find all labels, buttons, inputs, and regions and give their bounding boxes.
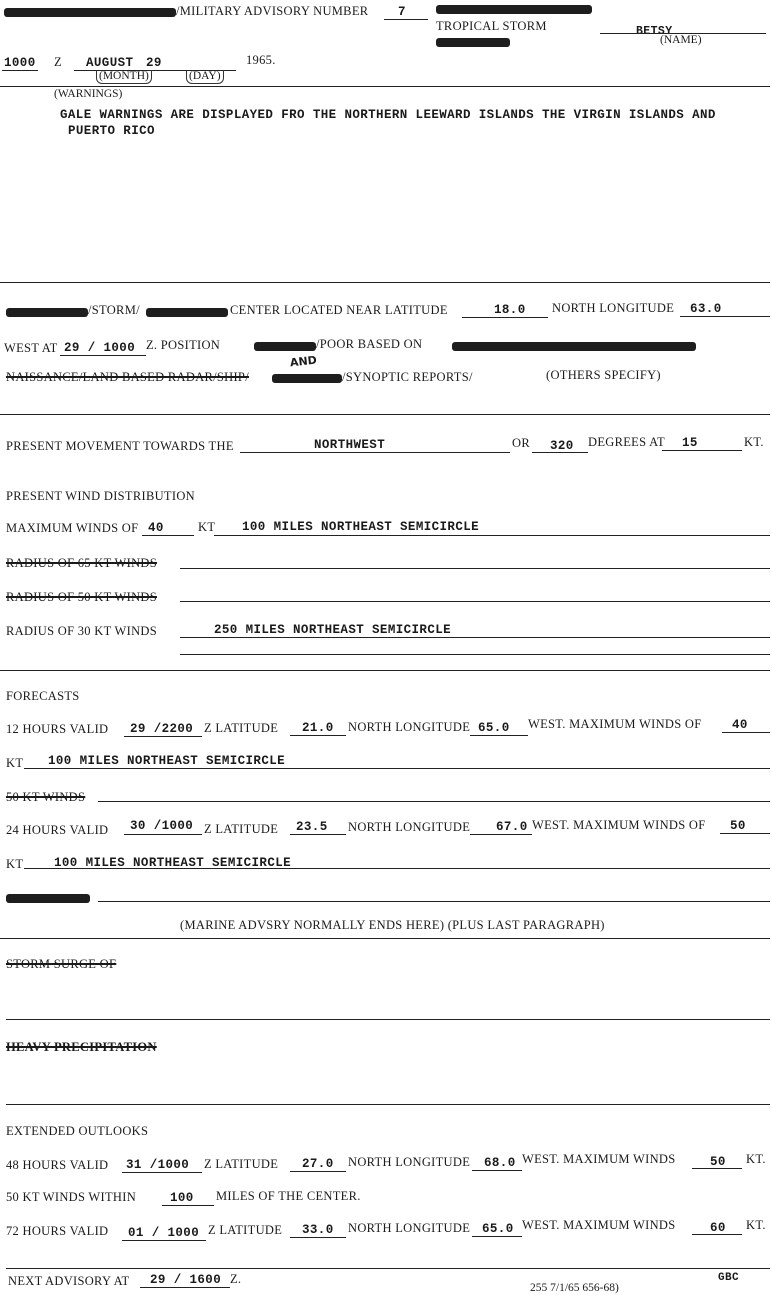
kt-label: KT: [6, 756, 24, 770]
year-value: 1965.: [246, 53, 276, 67]
movement-label: PRESENT MOVEMENT TOWARDS THE: [6, 439, 234, 453]
redacted-mark: [436, 38, 510, 47]
f12-label: 12 HOURS VALID: [6, 722, 109, 736]
next-advisory-time: 29 / 1600: [150, 1273, 222, 1287]
north-longitude-label: NORTH LONGITUDE: [348, 720, 471, 734]
west-max-winds-label: WEST. MAXIMUM WINDS OF: [528, 717, 702, 731]
underline: [472, 1170, 522, 1171]
underline: [24, 768, 770, 769]
underline: [180, 654, 770, 655]
underline: [180, 637, 770, 638]
poor-based-on-label: /POOR BASED ON: [316, 337, 423, 351]
z-latitude-label: Z LATITUDE: [204, 822, 279, 836]
z-label: Z.: [230, 1272, 242, 1286]
f12-sub-label: 50 KT WINDS: [6, 790, 86, 804]
redacted-mark: [4, 8, 176, 17]
storm-type-option: TROPICAL STORM: [436, 19, 547, 33]
underline: [124, 834, 202, 835]
extended-outlooks-label: EXTENDED OUTLOOKS: [6, 1124, 149, 1138]
h48-max-winds: 50: [710, 1155, 726, 1169]
max-winds-detail: 100 MILES NORTHEAST SEMICIRCLE: [242, 520, 480, 534]
underline: [290, 1171, 346, 1172]
radius-prefix: 50 KT WINDS WITHIN: [6, 1190, 137, 1204]
h72-longitude: 65.0: [482, 1222, 514, 1236]
underline: [532, 452, 588, 453]
section-divider: [0, 282, 770, 283]
f24-longitude: 67.0: [496, 820, 528, 834]
north-longitude-label: NORTH LONGITUDE: [348, 1221, 471, 1235]
underline: [214, 535, 770, 536]
west-max-winds-label: WEST. MAXIMUM WINDS: [522, 1218, 676, 1232]
underline: [122, 1240, 206, 1241]
center-datetime: 29 / 1000: [64, 341, 136, 355]
underline: [122, 1172, 202, 1173]
z-latitude-label: Z LATITUDE: [204, 721, 279, 735]
west-max-winds-label: WEST. MAXIMUM WINDS: [522, 1152, 676, 1166]
position-label: Z. POSITION: [146, 338, 221, 352]
section-divider: [0, 670, 770, 671]
next-advisory-label: NEXT ADVISORY AT: [8, 1274, 130, 1288]
kt-label: KT: [6, 857, 24, 871]
north-longitude-label: NORTH LONGITUDE: [552, 301, 675, 315]
kt-label: KT.: [746, 1218, 766, 1232]
time-value: 1000: [4, 56, 36, 70]
radius-30-label: RADIUS OF 30 KT WINDS: [6, 624, 157, 638]
h48-longitude: 68.0: [484, 1156, 516, 1170]
month-label: (MONTH): [96, 70, 152, 84]
f24-max-winds: 50: [730, 819, 746, 833]
h72-valid: 01 / 1000: [128, 1226, 200, 1240]
redacted-mark: [272, 374, 342, 383]
f24-latitude: 23.5: [296, 820, 328, 834]
section-divider: [0, 414, 770, 415]
max-winds-label: MAXIMUM WINDS OF: [6, 521, 139, 535]
h48-label: 48 HOURS VALID: [6, 1158, 109, 1172]
f24-label: 24 HOURS VALID: [6, 823, 109, 837]
redacted-mark: [146, 308, 228, 317]
underline: [180, 568, 770, 569]
underline: [692, 1168, 742, 1169]
handwritten-and: AND: [289, 353, 318, 370]
underline: [98, 901, 770, 902]
underline: [162, 1205, 214, 1206]
warnings-line-1: GALE WARNINGS ARE DISPLAYED FRO THE NORTHERN LEEWARD ISLANDS THE VIRGIN ISLANDS AND: [60, 108, 716, 122]
redacted-mark: [254, 342, 316, 351]
radius-suffix: MILES OF THE CENTER.: [216, 1189, 361, 1203]
kt-label: KT.: [744, 435, 764, 449]
radius-65-label: RADIUS OF 65 KT WINDS: [6, 556, 157, 570]
west-max-winds-label: WEST. MAXIMUM WINDS OF: [532, 818, 706, 832]
f24-detail: 100 MILES NORTHEAST SEMICIRCLE: [54, 856, 292, 870]
kt-label: KT.: [746, 1152, 766, 1166]
underline: [470, 735, 528, 736]
underline: [2, 70, 38, 71]
underline: [290, 1237, 346, 1238]
day-label: (DAY): [186, 70, 224, 84]
underline: [180, 601, 770, 602]
underline: [124, 736, 202, 737]
storm-surge-label: STORM SURGE OF: [6, 957, 117, 971]
redacted-mark: [436, 5, 592, 14]
f12-detail: 100 MILES NORTHEAST SEMICIRCLE: [48, 754, 286, 768]
underline: [140, 1287, 230, 1288]
f12-valid: 29 /2200: [130, 722, 194, 736]
section-divider: [0, 86, 770, 87]
north-longitude-label: NORTH LONGITUDE: [348, 1155, 471, 1169]
name-label: (NAME): [660, 34, 702, 46]
initials: GBC: [718, 1272, 740, 1284]
movement-direction: NORTHWEST: [314, 438, 386, 452]
underline: [720, 833, 770, 834]
section-divider: [6, 1104, 770, 1105]
section-divider: [0, 938, 770, 939]
heavy-precipitation-label: HEAVY PRECIPITATION: [6, 1040, 157, 1054]
synoptic-label: /SYNOPTIC REPORTS/: [342, 370, 473, 384]
wind-distribution-label: PRESENT WIND DISTRIBUTION: [6, 489, 195, 503]
f12-max-winds: 40: [732, 718, 748, 732]
underline: [142, 535, 194, 536]
underline: [680, 316, 770, 317]
underline: [722, 732, 770, 733]
h72-latitude: 33.0: [302, 1223, 334, 1237]
underline: [290, 735, 346, 736]
underline: [662, 450, 742, 451]
underline: [462, 317, 548, 318]
kt-label: KT: [198, 520, 216, 534]
underline: [240, 452, 510, 453]
redacted-mark: [452, 342, 696, 351]
underline: [470, 834, 532, 835]
degrees-at-label: DEGREES AT: [588, 435, 665, 449]
radius-miles: 100: [170, 1191, 194, 1205]
warnings-label: (WARNINGS): [54, 88, 123, 100]
radius-50-label: RADIUS OF 50 KT WINDS: [6, 590, 157, 604]
month-value: AUGUST: [86, 56, 134, 70]
z-latitude-label: Z LATITUDE: [204, 1157, 279, 1171]
underline: [472, 1236, 522, 1237]
underline: [290, 834, 346, 835]
underline: [98, 801, 770, 802]
redacted-mark: [6, 308, 88, 317]
z-label: Z: [54, 55, 62, 69]
center-prefix: /STORM/: [88, 303, 140, 317]
f12-latitude: 21.0: [302, 721, 334, 735]
f12-longitude: 65.0: [478, 721, 510, 735]
h72-max-winds: 60: [710, 1221, 726, 1235]
radius-30-value: 250 MILES NORTHEAST SEMICIRCLE: [214, 623, 452, 637]
day-value: 29: [146, 56, 162, 70]
form-code: 255 7/1/65 656-68): [530, 1282, 619, 1294]
storm-name: BETSY: [636, 25, 673, 38]
warnings-line-2: PUERTO RICO: [68, 124, 155, 138]
west-at-label: WEST AT: [4, 341, 58, 355]
forecasts-label: FORECASTS: [6, 689, 80, 703]
center-latitude: 18.0: [494, 303, 526, 317]
max-winds-value: 40: [148, 521, 164, 535]
marine-advisory-note: (MARINE ADVSRY NORMALLY ENDS HERE) (PLUS LAST PARAGRAPH): [180, 918, 605, 932]
underline: [24, 868, 770, 869]
north-longitude-label: NORTH LONGITUDE: [348, 820, 471, 834]
movement-speed: 15: [682, 436, 698, 450]
h72-label: 72 HOURS VALID: [6, 1224, 109, 1238]
others-specify-label: (OTHERS SPECIFY): [546, 368, 661, 382]
z-latitude-label: Z LATITUDE: [208, 1223, 283, 1237]
position-sources: NAISSANCE/LAND BASED RADAR/SHIP/: [6, 370, 249, 384]
center-longitude: 63.0: [690, 302, 722, 316]
underline: [692, 1234, 742, 1235]
h48-latitude: 27.0: [302, 1157, 334, 1171]
section-divider: [6, 1019, 770, 1020]
f24-valid: 30 /1000: [130, 819, 194, 833]
movement-degrees: 320: [550, 439, 574, 453]
underline: [384, 19, 428, 20]
h48-valid: 31 /1000: [126, 1158, 190, 1172]
underline: [60, 355, 146, 356]
advisory-label: /MILITARY ADVISORY NUMBER: [176, 4, 369, 18]
center-label: CENTER LOCATED NEAR LATITUDE: [230, 303, 448, 317]
or-label: OR: [512, 436, 530, 450]
advisory-number: 7: [398, 5, 406, 19]
section-divider: [6, 1268, 770, 1269]
